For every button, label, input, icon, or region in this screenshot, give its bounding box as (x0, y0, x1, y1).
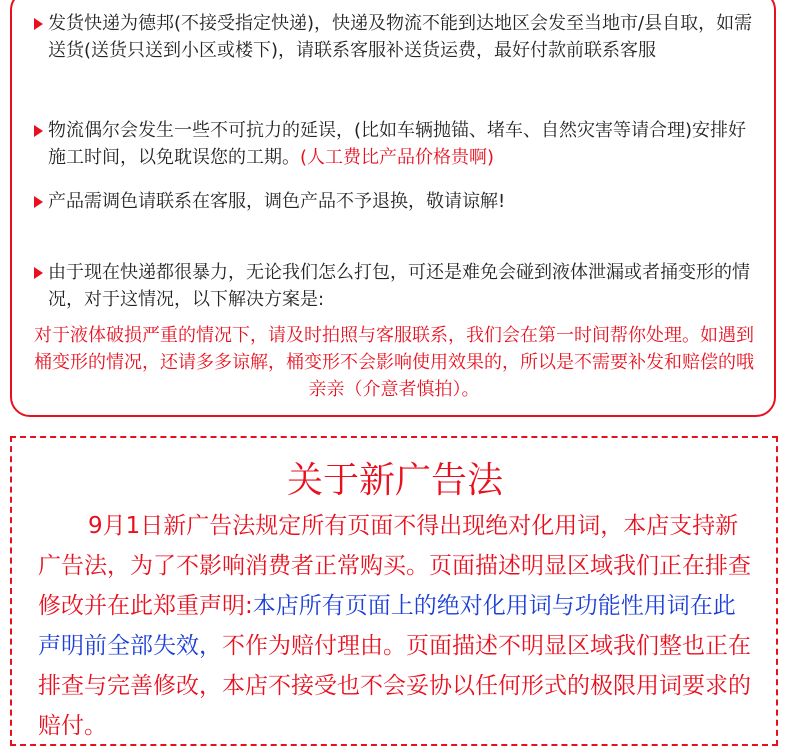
notice-text: 发货快递为德邦(不接受指定快递)，快递及物流不能到达地区会发至当地市/县自取，如需送货(送货只送到小区或楼下)，请联系客服补送货运费，最好付款前联系客服 (48, 13, 753, 61)
notice-item-damage (34, 259, 764, 313)
damage-solution-text: 对于液体破损严重的情况下，请及时拍照与客服联系，我们会在第一时间帮你处理。如遇到桶变形的情况，还请多多谅解，桶变形不会影响使用效果的，所以是不需要补发和赔偿的哦亲亲（介意者慎拍）。 (34, 325, 754, 400)
triangle-bullet-icon (34, 125, 43, 137)
triangle-bullet-icon (34, 267, 43, 279)
notice-highlight: (人工费比产品价格贵啊) (300, 147, 495, 168)
notice-text: 由于现在快递都很暴力，无论我们怎么打包，可还是难免会碰到液体泄漏或者捅变形的情况，对于这情况，以下解决方案是: (48, 262, 750, 310)
ad-law-part3: 不作为赔付理由。页面描述不明显区域我们整也正在排查与完善修改，本店不接受也不会妥协以任何形式的极限用词要求的赔付。 (38, 633, 751, 739)
notice-item-logistics (34, 117, 764, 171)
notice-text: 产品需调色请联系在客服，调色产品不予退换，敬请谅解! (48, 191, 506, 212)
triangle-bullet-icon (34, 18, 43, 30)
triangle-bullet-icon (34, 196, 43, 208)
ad-law-blue-statement: 本店所有页面上的绝对化用词与功能性用词在此声明前全部失效， (38, 593, 736, 659)
notice-item-shipping (34, 10, 764, 64)
ad-law-title: 关于新广告法 (286, 460, 503, 501)
ad-law-body (38, 506, 758, 746)
notice-text: 物流偶尔会发生一些不可抗力的延误，(比如车辆抛锚、堵车、自然灾害等请合理)安排好施工时间，以免耽误您的工期。 (48, 120, 747, 168)
ad-law-part1: 9月1日新广告法规定所有页面不得出现绝对化用词，本店支持新广告法，为了不影响消费者正常购买。页面描述明显区域我们正在排查修改并在此郑重声明: (38, 513, 751, 619)
notice-item-color (34, 188, 764, 215)
